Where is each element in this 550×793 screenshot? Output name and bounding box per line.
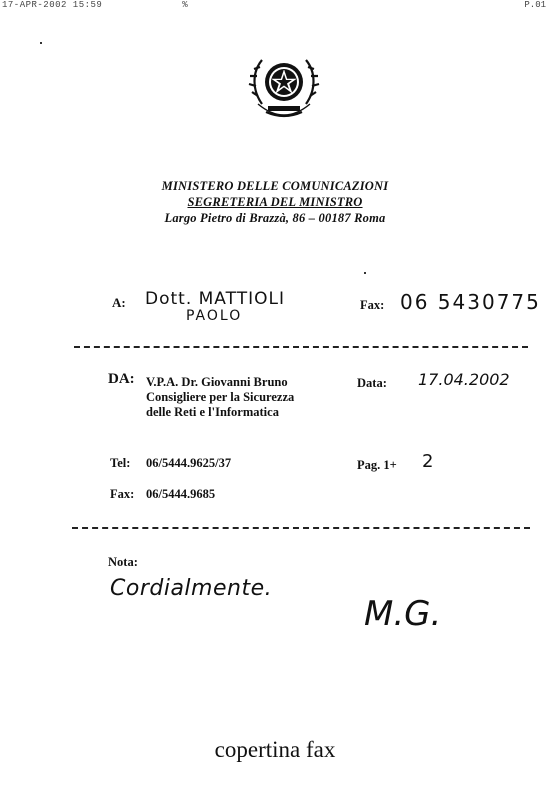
sender-name: V.P.A. Dr. Giovanni Bruno [146, 375, 288, 389]
sender-fax-value: 06/5444.9685 [146, 487, 216, 501]
sender-block [146, 375, 294, 420]
pages-value: 2 [422, 451, 434, 472]
italian-republic-emblem-icon [248, 46, 320, 126]
tel-value: 06/5444.9625/37 [146, 456, 232, 470]
sender-role: Consigliere per la Sicurezza [146, 390, 295, 404]
recipient-fax-number: 06 5430775 [400, 290, 541, 314]
fax-timestamp: 17-APR-2002 15:59 [2, 0, 103, 10]
fax-page-number: P.01 [524, 0, 546, 10]
sender-label: DA: [108, 371, 135, 387]
ministry-address: Largo Pietro di Brazzà, 86 – 00187 Roma [164, 211, 386, 225]
divider-top [74, 346, 528, 348]
fax-transmission-header [2, 0, 188, 10]
divider-bottom [72, 527, 530, 529]
note-label: Nota: [108, 555, 138, 569]
pages-label: Pag. 1+ [357, 458, 397, 472]
scan-speck [40, 42, 42, 44]
tel-label: Tel: [110, 456, 131, 470]
date-value: 17.04.2002 [418, 370, 510, 389]
document-title: copertina fax [214, 737, 336, 762]
recipient-label: A: [112, 295, 126, 310]
recipient-fax-label: Fax: [360, 298, 385, 312]
handwritten-signature: M.G. [364, 594, 442, 634]
recipient-name-line2: PAOLO [186, 308, 243, 324]
sender-role-cont: delle Reti e l'Informatica [146, 405, 279, 419]
fax-mark: % [182, 0, 189, 10]
sender-fax-label: Fax: [110, 487, 135, 501]
ministry-department: SEGRETERIA DEL MINISTRO [187, 195, 363, 209]
scan-speck [364, 272, 366, 274]
ministry-name: MINISTERO DELLE COMUNICAZIONI [161, 179, 389, 193]
note-text: Cordialmente. [110, 576, 273, 601]
date-label: Data: [357, 376, 387, 390]
recipient-name: Dott. MATTIOLI [145, 289, 285, 309]
ministry-letterhead [0, 178, 550, 226]
